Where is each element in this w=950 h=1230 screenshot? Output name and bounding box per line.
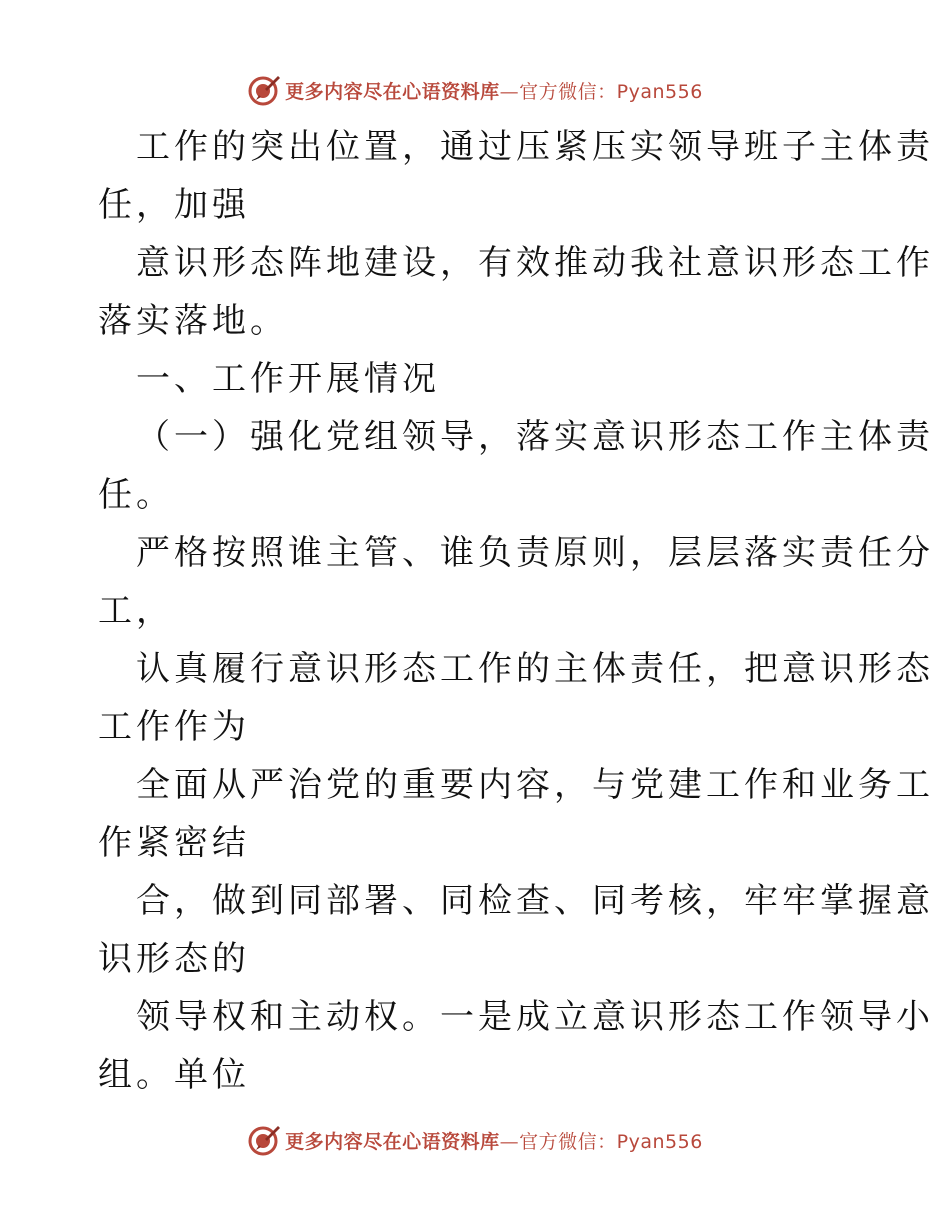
footer-banner-main-text: 更多内容尽在心语资料库 [285,1130,500,1153]
header-banner-dash: — [499,80,520,103]
document-body [98,118,934,1104]
body-line: 全面从严治党的重要内容，与党建工作和业务工 [136,765,934,805]
body-line: 工作的突出位置，通过压紧压实领导班子主体责 [136,127,934,167]
body-line: 落实落地。 [98,301,288,341]
footer-watermark-banner [0,1120,950,1160]
body-line: 认真履行意识形态工作的主体责任，把意识形态 [136,649,934,689]
footer-banner-tail-text: 官方微信：Pyan556 [519,1130,703,1153]
body-line: 意识形态阵地建设，有效推动我社意识形态工作 [136,243,934,283]
pen-logo-icon [247,1123,281,1157]
section-heading: 一、工作开展情况 [136,359,440,399]
header-watermark-banner [0,70,950,110]
body-line: 合，做到同部署、同检查、同考核，牢牢掌握意 [136,881,934,921]
body-line: 工作作为 [98,707,250,747]
body-line: 领导权和主动权。一是成立意识形态工作领导小 [136,997,934,1037]
subsection-heading: （一）强化党组领导，落实意识形态工作主体责 [136,417,934,457]
header-banner-main-text: 更多内容尽在心语资料库 [285,80,500,103]
pen-logo-icon [247,73,281,107]
header-banner-tail-text: 官方微信：Pyan556 [519,80,703,103]
body-line: 严格按照谁主管、谁负责原则，层层落实责任分 [136,533,934,573]
body-line: 作紧密结 [98,823,250,863]
body-line: 组。单位 [98,1055,250,1095]
footer-banner-dash: — [499,1130,520,1153]
body-line: 工， [98,591,174,631]
body-line: 识形态的 [98,939,250,979]
body-line: 任。 [98,475,174,515]
body-line: 任，加强 [98,185,250,225]
